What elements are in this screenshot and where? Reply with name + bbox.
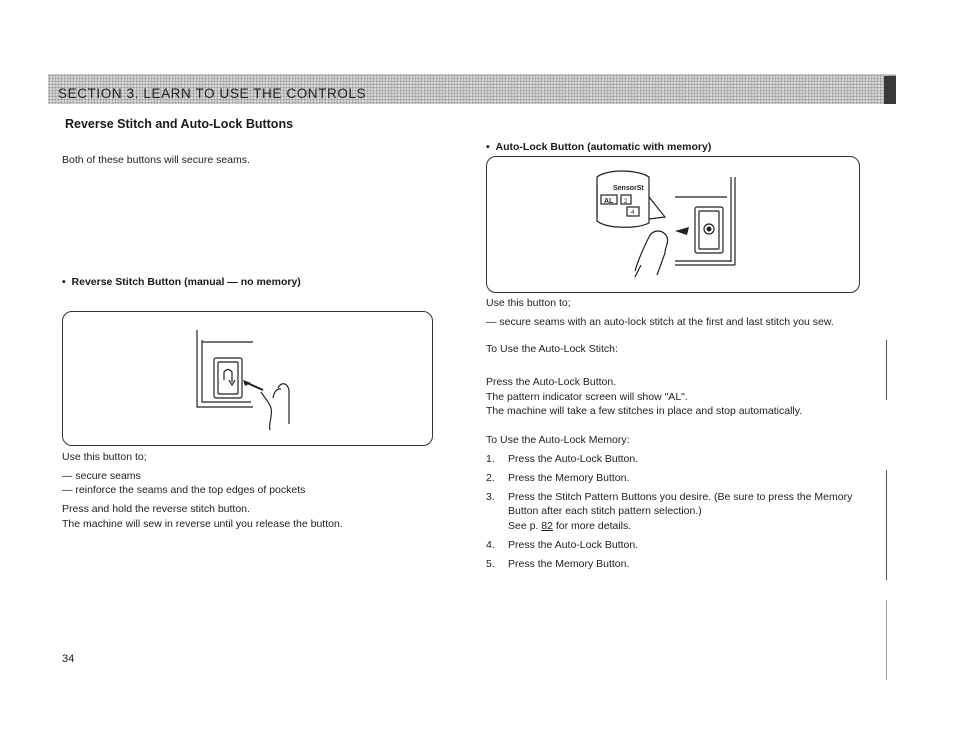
autolock-title-text: Auto-Lock Button (automatic with memory) (495, 141, 712, 153)
memory-step-text: Button after each stitch pattern selection.) (508, 505, 702, 517)
bullet-icon: • (62, 276, 72, 288)
reverse-arrow-icon (224, 370, 232, 383)
autolock-illustration (487, 157, 859, 292)
autolock-use-label: Use this button to; (486, 297, 571, 309)
memory-step-number: 1. (486, 453, 495, 465)
bullet-icon: • (486, 141, 496, 153)
reverse-use-item: — reinforce the seams and the top edges of pockets (62, 484, 306, 496)
memory-step-text: Press the Stitch Pattern Buttons you desire. (Be sure to press the Memory (508, 491, 853, 503)
intro-text: Both of these buttons will secure seams. (62, 154, 250, 166)
reverse-stitch-title (62, 276, 301, 288)
autolock-step: The pattern indicator screen will show "AL". (486, 391, 688, 403)
see-suffix: for more details. (552, 520, 632, 532)
autolock-step: The machine will take a few stitches in place and stop automatically. (486, 405, 803, 417)
screen-label: SensorSt (613, 185, 644, 192)
memory-step-number: 5. (486, 558, 495, 570)
section-title: SECTION 3. LEARN TO USE THE CONTROLS (58, 86, 367, 101)
reverse-instruction: Press and hold the reverse stitch button. (62, 503, 250, 515)
see-page-link: 82 (541, 520, 553, 532)
edge-mark (886, 600, 887, 680)
see-prefix: See p. (508, 520, 542, 532)
reverse-stitch-illustration (63, 312, 432, 445)
page-number: 34 (62, 653, 75, 665)
autolock-to-use-title: To Use the Auto-Lock Stitch: (486, 343, 618, 355)
edge-mark (886, 340, 887, 400)
edge-mark (886, 470, 887, 580)
key-4-label: 4 (631, 210, 635, 216)
autolock-step: Press the Auto-Lock Button. (486, 376, 617, 388)
memory-step-text: Press the Memory Button. (508, 558, 630, 570)
autolock-use-item: — secure seams with an auto-lock stitch at the first and last stitch you sew. (486, 316, 834, 328)
finger-icon (278, 384, 289, 424)
autolock-title (486, 141, 711, 153)
memory-see-page (508, 520, 631, 532)
reverse-use-label: Use this button to; (62, 451, 147, 463)
al-key-label: AL (604, 198, 614, 205)
autolock-illustration-frame (486, 156, 860, 293)
page-heading: Reverse Stitch and Auto-Lock Buttons (65, 117, 294, 131)
section-banner-tab (884, 76, 896, 104)
memory-step-number: 4. (486, 539, 495, 551)
reverse-use-item: — secure seams (62, 470, 141, 482)
reverse-instruction: The machine will sew in reverse until you release the button. (62, 518, 343, 530)
memory-step-number: 2. (486, 472, 495, 484)
memory-step-text: Press the Auto-Lock Button. (508, 539, 639, 551)
memory-step-number: 3. (486, 491, 495, 503)
memory-step-text: Press the Memory Button. (508, 472, 630, 484)
memory-step-text: Press the Auto-Lock Button. (508, 453, 639, 465)
reverse-stitch-title-text: Reverse Stitch Button (manual — no memory) (71, 276, 301, 288)
reverse-stitch-illustration-frame (62, 311, 433, 446)
memory-title: To Use the Auto-Lock Memory: (486, 434, 630, 446)
key-2-label: 2 (624, 199, 628, 205)
